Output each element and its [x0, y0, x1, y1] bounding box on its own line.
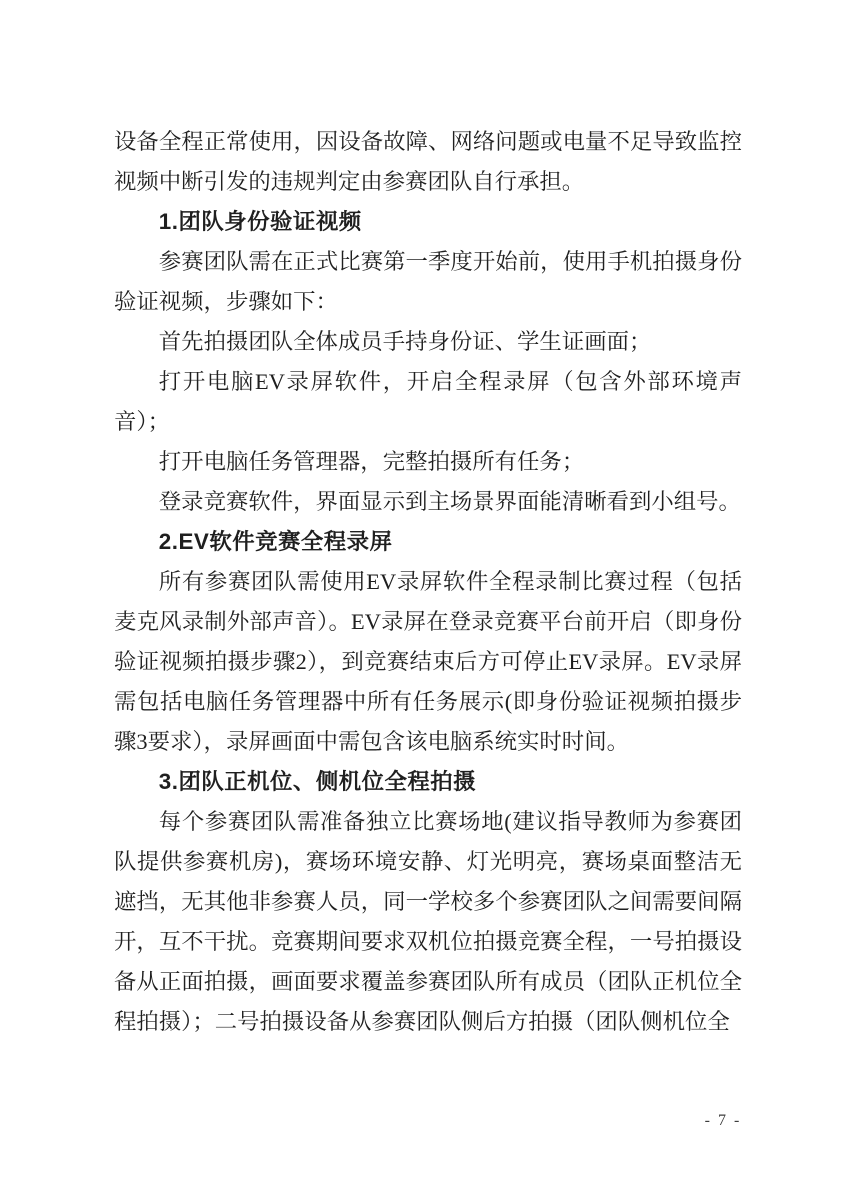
document-body: [114, 122, 742, 1042]
paragraph: 登录竞赛软件，界面显示到主场景界面能清晰看到小组号。: [158, 489, 741, 514]
section-heading: 3.团队正机位、侧机位全程拍摄: [158, 769, 477, 794]
paragraph: 所有参赛团队需使用EV录屏软件全程录制比赛过程（包括麦克风录制外部声音）。EV录屏在登录竞赛平台前开启（即身份验证视频拍摄步骤2），到竞赛结束后方可停止EV录屏。EV录屏需包括电脑任务管理器中所有任务展示(即身份验证视频拍摄步骤3要求），录屏画面中需包含该电脑系统实时时间。: [114, 569, 742, 754]
paragraph: 设备全程正常使用，因设备故障、网络问题或电量不足导致监控视频中断引发的违规判定由参赛团队自行承担。: [114, 129, 742, 194]
paragraph: 参赛团队需在正式比赛第一季度开始前，使用手机拍摄身份验证视频，步骤如下：: [114, 249, 742, 314]
paragraph: 首先拍摄团队全体成员手持身份证、学生证画面；: [158, 329, 652, 354]
paragraph: 打开电脑EV录屏软件，开启全程录屏（包含外部环境声音）；: [114, 369, 742, 434]
paragraph: 每个参赛团队需准备独立比赛场地(建议指导教师为参赛团队提供参赛机房)，赛场环境安静、灯光明亮，赛场桌面整洁无遮挡，无其他非参赛人员，同一学校多个参赛团队之间需要间隔开，互不干扰。竞赛期间要求双机位拍摄竞赛全程，一号拍摄设备从正面拍摄，画面要求覆盖参赛团队所有成员（团队正机位全程拍摄）；二号拍摄设备从参赛团队侧后方拍摄（团队侧机位全: [114, 809, 742, 1034]
page-number: - 7 -: [704, 1112, 742, 1129]
section-heading: 1.团队身份验证视频: [158, 209, 362, 234]
paragraph: 打开电脑任务管理器，完整拍摄所有任务；: [158, 449, 585, 474]
section-heading: 2.EV软件竞赛全程录屏: [158, 529, 393, 554]
